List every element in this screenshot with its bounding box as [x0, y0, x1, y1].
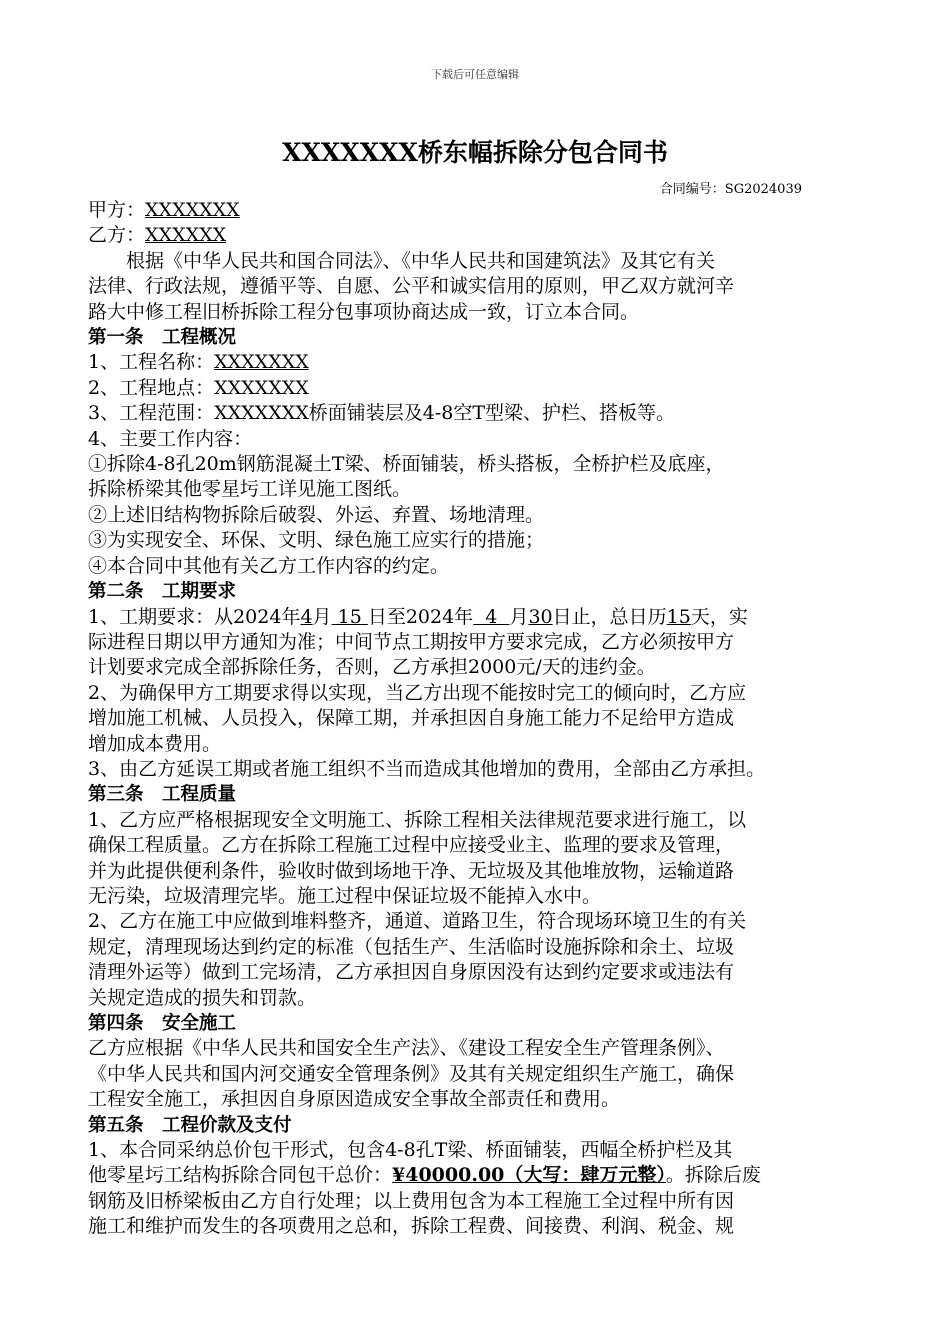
schedule-line: 际进程日期以甲方通知为准；中间节点工期按甲方要求完成，乙方必须按甲方 — [88, 630, 735, 653]
intro-line: 法律、行政法规，遵循平等、自愿、公平和诚实信用的原则，甲乙双方就河辛 — [88, 275, 735, 298]
contract-price: ¥40000.00（大写：肆万元整） — [392, 1164, 666, 1187]
contract-number: 合同编号：SG2024039 — [659, 182, 802, 197]
work-content-label: 4、主要工作内容： — [88, 427, 253, 450]
safety-line: 乙方应根据《中华人民共和国安全生产法》、《建设工程安全生产管理条例》、 — [88, 1037, 725, 1060]
schedule-line: 1、工期要求：从2024年4月 15 日至2024年 4 月30日止，总日历15天，实 — [88, 605, 748, 628]
schedule-line: 计划要求完成全部拆除任务，否则，乙方承担2000元/天的违约金。 — [88, 656, 656, 679]
intro-line: 根据《中华人民共和国合同法》、《中华人民共和国建筑法》及其它有关 — [126, 249, 716, 272]
party-b-value: XXXXXX — [145, 224, 227, 247]
payment-line: 施工和维护而发生的各项费用之总和，拆除工程费、间接费、利润、税金、规 — [88, 1215, 735, 1238]
section-heading: 第五条 工程价款及支付 — [88, 1114, 292, 1136]
document-body — [88, 198, 878, 1240]
work-item: ①拆除4-8孔20m钢筋混凝土T梁、桥面铺装，桥头搭板，全桥护栏及底座， — [88, 453, 725, 476]
quality-line: 确保工程质量。乙方在拆除工程施工过程中应接受业主、监理的要求及管理， — [88, 834, 735, 857]
quality-line: 2、乙方在施工中应做到堆料整齐，通道、道路卫生，符合现场环境卫生的有关 — [88, 910, 747, 933]
work-item: ④本合同中其他有关乙方工作内容的约定。 — [88, 554, 450, 577]
work-item: ③为实现安全、环保、文明、绿色施工应实行的措施； — [88, 529, 545, 552]
project-name: 1、工程名称：XXXXXXX — [88, 351, 309, 374]
quality-line: 1、乙方应严格根据现安全文明施工、拆除工程相关法律规范要求进行施工，以 — [88, 808, 747, 831]
party-b: 乙方：XXXXXX — [88, 224, 227, 247]
section-heading: 第四条 安全施工 — [88, 1013, 237, 1034]
intro-line: 路大中修工程旧桥拆除工程分包事项协商达成一致，订立本合同。 — [88, 300, 640, 323]
schedule-line: 增加施工机械、人员投入，保障工期，并承担因自身施工能力不足给甲方造成 — [88, 707, 735, 730]
schedule-line: 3、由乙方延误工期或者施工组织不当而造成其他增加的费用，全部由乙方承担。 — [88, 757, 766, 780]
safety-line: 《中华人民共和国内河交通安全管理条例》及其有关规定组织生产施工，确保 — [88, 1062, 735, 1085]
quality-line: 并为此提供便利条件，验收时做到场地干净、无垃圾及其他堆放物，运输道路 — [88, 859, 735, 882]
schedule-line: 增加成本费用。 — [88, 732, 222, 755]
payment-line: 他零星圬工结构拆除合同包干总价：¥40000.00（大写：肆万元整）。拆除后废 — [88, 1164, 761, 1187]
work-item: 拆除桥梁其他零星圬工详见施工图纸。 — [88, 478, 412, 501]
quality-line: 规定，清理现场达到约定的标准（包括生产、生活临时设施拆除和余土、垃圾 — [88, 935, 735, 958]
section-heading: 第一条 工程概况 — [88, 327, 237, 349]
work-item: ②上述旧结构物拆除后破裂、外运、弃置、场地清理。 — [88, 503, 545, 526]
payment-line: 1、本合同采纳总价包干形式，包含4-8孔T梁、桥面铺装，西幅全桥护栏及其 — [88, 1139, 733, 1162]
quality-line: 无污染，垃圾清理完毕。施工过程中保证垃圾不能掉入水中。 — [88, 884, 602, 907]
quality-line: 关规定造成的损失和罚款。 — [88, 986, 317, 1009]
safety-line: 工程安全施工，承担因自身原因造成安全事故全部责任和费用。 — [88, 1088, 621, 1111]
document-title: XXXXXXX桥东幅拆除分包合同书 — [282, 138, 668, 167]
schedule-line: 2、为确保甲方工期要求得以实现，当乙方出现不能按时完工的倾向时，乙方应 — [88, 681, 747, 704]
project-scope: 3、工程范围：XXXXXXX桥面铺装层及4-8空T型梁、护栏、搭板等。 — [88, 402, 676, 425]
party-a-value: XXXXXXX — [145, 199, 240, 221]
quality-line: 清理外运等）做到工完场清，乙方承担因自身原因没有达到约定要求或违法有 — [88, 961, 735, 984]
section-heading: 第二条 工期要求 — [88, 581, 237, 603]
section-heading: 第三条 工程质量 — [88, 784, 237, 806]
header-note: 下载后可任意编辑 — [431, 68, 519, 81]
party-a: 甲方：XXXXXXX — [88, 199, 240, 221]
project-location: 2、工程地点：XXXXXXX — [88, 376, 309, 399]
payment-line: 钢筋及旧桥梁板由乙方自行处理；以上费用包含为本工程施工全过程中所有因 — [88, 1189, 735, 1212]
